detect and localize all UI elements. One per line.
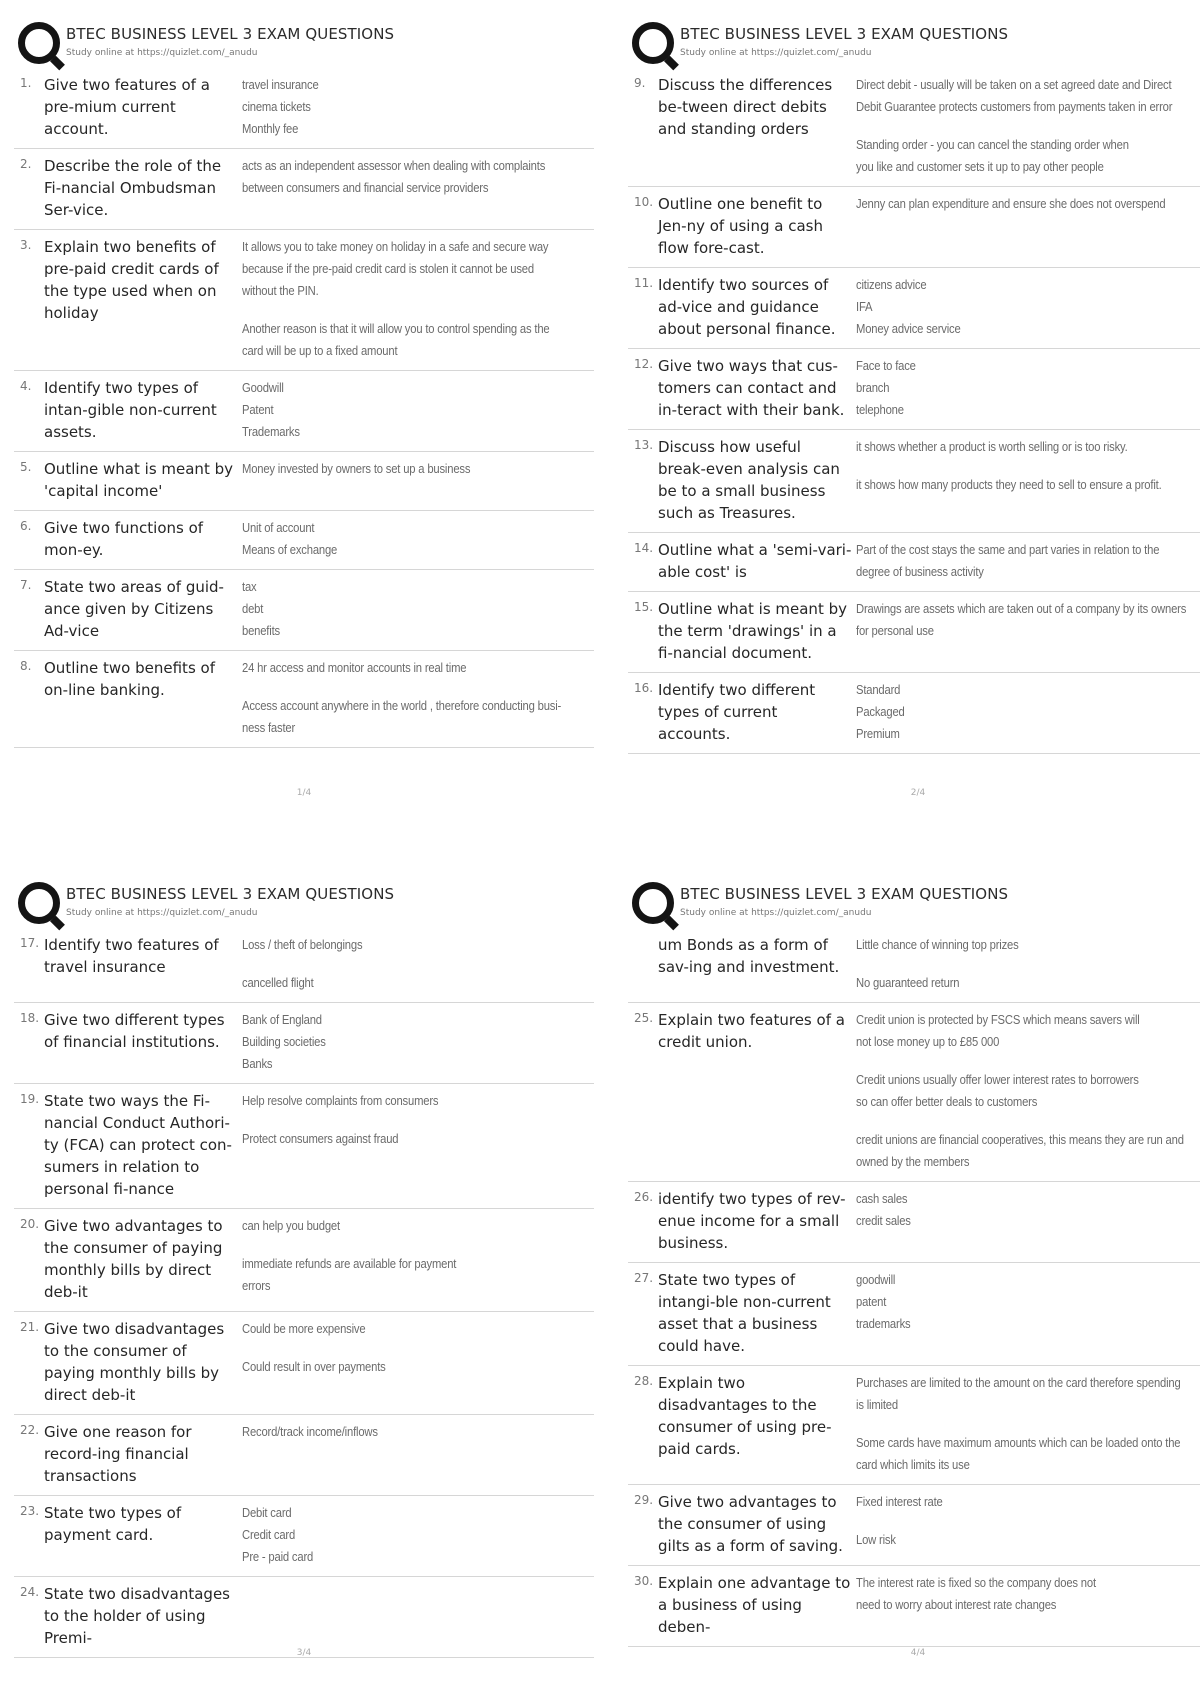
answer-line: Credit unions usually offer lower interest rates to borrowers bbox=[856, 1073, 1139, 1087]
question-number: 5. bbox=[20, 460, 32, 474]
answer-spacer bbox=[856, 1416, 1181, 1432]
answer-block bbox=[242, 458, 559, 502]
answer-line: Another reason is that it will allow you to control spending as the bbox=[242, 322, 550, 336]
answer-line: card will be up to a fixed amount bbox=[242, 344, 398, 358]
question-text: Explain two benefits of pre-paid credit cards of the type used when on holiday bbox=[44, 238, 219, 322]
question-text: Give two advantages to the consumer of using gilts as a form of saving. bbox=[658, 1493, 843, 1555]
answer-block bbox=[856, 598, 1186, 664]
question-row bbox=[14, 1415, 594, 1496]
answer-line: degree of business activity bbox=[856, 565, 984, 579]
answer-line: Face to face bbox=[856, 359, 916, 373]
answer-spacer bbox=[856, 956, 1173, 972]
question-text: Identify two types of intan-gible non-current assets. bbox=[44, 379, 217, 441]
question-text: Identify two features of travel insurance bbox=[44, 936, 219, 976]
question-text: Give two ways that cus-tomers can contact and in-teract with their bank. bbox=[658, 357, 845, 419]
question-number: 4. bbox=[20, 379, 32, 393]
answer-line: Fixed interest rate bbox=[856, 1495, 943, 1509]
document-subtitle: Study online at https://quizlet.com/_anudu bbox=[680, 48, 872, 58]
answer-line: not lose money up to £85 000 bbox=[856, 1035, 1000, 1049]
question-text: um Bonds as a form of sav-ing and investment. bbox=[658, 936, 840, 976]
answer-block bbox=[856, 1188, 1173, 1254]
question-row bbox=[14, 149, 594, 230]
quizlet-logo-icon bbox=[632, 22, 674, 64]
page-header bbox=[14, 18, 594, 68]
answer-line: Unit of account bbox=[242, 521, 315, 535]
question-number: 24. bbox=[20, 1585, 40, 1599]
answer-line: Some cards have maximum amounts which can be loaded onto the bbox=[856, 1436, 1181, 1450]
answer-line: between consumers and financial service providers bbox=[242, 181, 489, 195]
answer-line: Drawings are assets which are taken out of a company by its owners bbox=[856, 602, 1187, 616]
question-row bbox=[628, 1003, 1200, 1182]
answer-line: 24 hr access and monitor accounts in real time bbox=[242, 661, 467, 675]
question-row bbox=[14, 1312, 594, 1415]
answer-spacer bbox=[856, 1053, 1184, 1069]
answer-block bbox=[856, 274, 1173, 340]
question-row bbox=[14, 928, 594, 1003]
question-number: 12. bbox=[634, 357, 654, 371]
question-text: Outline what a 'semi-vari-able cost' is bbox=[658, 541, 852, 581]
question-list bbox=[628, 68, 1200, 754]
answer-line: because if the pre-paid credit card is stolen it cannot be used bbox=[242, 262, 534, 276]
answer-block bbox=[242, 236, 559, 362]
document-title: BTEC BUSINESS LEVEL 3 EXAM QUESTIONS bbox=[680, 885, 1009, 903]
question-text: Explain one advantage to a business of using deben- bbox=[658, 1574, 851, 1636]
question-list bbox=[628, 928, 1200, 1647]
question-row bbox=[628, 1566, 1200, 1647]
question-row bbox=[628, 268, 1200, 349]
answer-line: Little chance of winning top prizes bbox=[856, 938, 1019, 952]
question-number: 29. bbox=[634, 1493, 654, 1507]
answer-line: ness faster bbox=[242, 721, 296, 735]
answer-line: Protect consumers against fraud bbox=[242, 1132, 399, 1146]
answer-spacer bbox=[242, 1237, 559, 1253]
question-number: 14. bbox=[634, 541, 654, 555]
question-number: 10. bbox=[634, 195, 654, 209]
question-text: Explain two features of a credit union. bbox=[658, 1011, 845, 1051]
answer-block bbox=[242, 377, 559, 443]
question-text: Outline one benefit to Jen-ny of using a cash flow fore-cast. bbox=[658, 195, 823, 257]
answer-line: Credit card bbox=[242, 1528, 296, 1542]
question-text: identify two types of rev-enue income for a small business. bbox=[658, 1190, 846, 1252]
answer-block bbox=[856, 1269, 1173, 1357]
question-number: 8. bbox=[20, 659, 32, 673]
answer-line: Patent bbox=[242, 403, 274, 417]
answer-block bbox=[856, 1572, 1173, 1638]
question-number: 1. bbox=[20, 76, 32, 90]
answer-line: patent bbox=[856, 1295, 887, 1309]
answer-line: Building societies bbox=[242, 1035, 326, 1049]
question-number: 20. bbox=[20, 1217, 40, 1231]
answer-line: It allows you to take money on holiday in a safe and secure way bbox=[242, 240, 549, 254]
question-text: Give two features of a pre-mium current account. bbox=[44, 76, 210, 138]
answer-line: travel insurance bbox=[242, 78, 319, 92]
answer-line: No guaranteed return bbox=[856, 976, 960, 990]
question-number: 6. bbox=[20, 519, 32, 533]
question-number: 13. bbox=[634, 438, 654, 452]
answer-block bbox=[242, 1421, 559, 1487]
question-text: Give two different types of financial institutions. bbox=[44, 1011, 225, 1051]
question-row bbox=[628, 430, 1200, 533]
question-row bbox=[14, 651, 594, 748]
question-text: State two areas of guid-ance given by Citizens Ad-vice bbox=[44, 578, 224, 640]
answer-spacer bbox=[856, 1113, 1184, 1129]
document-title: BTEC BUSINESS LEVEL 3 EXAM QUESTIONS bbox=[66, 885, 395, 903]
answer-block bbox=[242, 1090, 559, 1200]
answer-line: Help resolve complaints from consumers bbox=[242, 1094, 439, 1108]
answer-line: Part of the cost stays the same and part varies in relation to the bbox=[856, 543, 1160, 557]
answer-line: Bank of England bbox=[242, 1013, 322, 1027]
answer-line: tax bbox=[242, 580, 257, 594]
answer-line: owned by the members bbox=[856, 1155, 970, 1169]
question-row bbox=[14, 1084, 594, 1209]
answer-block bbox=[242, 1009, 559, 1075]
document-title: BTEC BUSINESS LEVEL 3 EXAM QUESTIONS bbox=[680, 25, 1009, 43]
question-row bbox=[14, 1209, 594, 1312]
answer-line: telephone bbox=[856, 403, 904, 417]
page-1 bbox=[14, 18, 594, 808]
quizlet-logo-icon bbox=[18, 882, 60, 924]
answer-line: cancelled flight bbox=[242, 976, 314, 990]
answer-line: Standard bbox=[856, 683, 901, 697]
answer-block bbox=[856, 74, 1173, 178]
answer-line: Jenny can plan expenditure and ensure she does not overspend bbox=[856, 197, 1166, 211]
question-number: 19. bbox=[20, 1092, 40, 1106]
answer-block bbox=[856, 539, 1173, 583]
answer-line: trademarks bbox=[856, 1317, 911, 1331]
answer-line: Purchases are limited to the amount on the card therefore spending bbox=[856, 1376, 1181, 1390]
page-footer: 2/4 bbox=[910, 788, 926, 798]
page-3 bbox=[14, 878, 594, 1668]
answer-block bbox=[242, 1318, 559, 1406]
question-row bbox=[628, 187, 1200, 268]
question-text: Identify two sources of ad-vice and guidance about personal finance. bbox=[658, 276, 836, 338]
answer-line: goodwill bbox=[856, 1273, 896, 1287]
answer-line: for personal use bbox=[856, 624, 934, 638]
answer-line: Means of exchange bbox=[242, 543, 338, 557]
question-number: 27. bbox=[634, 1271, 654, 1285]
question-text: Give two disadvantages to the consumer of paying monthly bills by direct deb-it bbox=[44, 1320, 225, 1404]
answer-line: Loss / theft of belongings bbox=[242, 938, 363, 952]
question-text: Give two functions of mon-ey. bbox=[44, 519, 204, 559]
answer-line: citizens advice bbox=[856, 278, 927, 292]
answer-block bbox=[856, 1009, 1184, 1173]
answer-line: Pre - paid card bbox=[242, 1550, 314, 1564]
answer-block bbox=[242, 155, 559, 221]
answer-line: Trademarks bbox=[242, 425, 300, 439]
answer-line: acts as an independent assessor when dealing with complaints bbox=[242, 159, 546, 173]
answer-line: Goodwill bbox=[242, 381, 284, 395]
question-row bbox=[628, 1263, 1200, 1366]
question-number: 15. bbox=[634, 600, 654, 614]
answer-line: Money advice service bbox=[856, 322, 961, 336]
question-number: 2. bbox=[20, 157, 32, 171]
document-title: BTEC BUSINESS LEVEL 3 EXAM QUESTIONS bbox=[66, 25, 395, 43]
answer-line: Record/track income/inflows bbox=[242, 1425, 378, 1439]
answer-line: cinema tickets bbox=[242, 100, 311, 114]
question-text: Discuss how useful break-even analysis can be to a small business such as Treasures. bbox=[658, 438, 840, 522]
page-footer: 3/4 bbox=[296, 1648, 312, 1658]
question-number: 3. bbox=[20, 238, 32, 252]
question-row bbox=[14, 570, 594, 651]
answer-block bbox=[242, 1502, 559, 1568]
answer-line: benefits bbox=[242, 624, 280, 638]
question-number: 30. bbox=[634, 1574, 654, 1588]
answer-block bbox=[242, 1215, 559, 1303]
answer-line: Banks bbox=[242, 1057, 273, 1071]
question-row bbox=[14, 68, 594, 149]
answer-block bbox=[856, 355, 1173, 421]
answer-block bbox=[856, 1491, 1173, 1557]
page-2 bbox=[628, 18, 1200, 808]
question-row bbox=[14, 371, 594, 452]
question-row bbox=[628, 673, 1200, 754]
answer-line: Debit card bbox=[242, 1506, 292, 1520]
answer-block bbox=[242, 934, 559, 994]
answer-line: it shows how many products they need to sell to ensure a profit. bbox=[856, 478, 1162, 492]
answer-line: can help you budget bbox=[242, 1219, 340, 1233]
answer-block bbox=[242, 576, 559, 642]
question-text: Discuss the differences be-tween direct debits and standing orders bbox=[658, 76, 833, 138]
answer-line: debt bbox=[242, 602, 264, 616]
page-4 bbox=[628, 878, 1200, 1668]
question-row bbox=[628, 592, 1200, 673]
page-footer: 1/4 bbox=[296, 788, 312, 798]
answer-line: Packaged bbox=[856, 705, 905, 719]
quizlet-logo-icon bbox=[632, 882, 674, 924]
question-list bbox=[14, 68, 594, 748]
question-row bbox=[628, 1485, 1200, 1566]
answer-line: without the PIN. bbox=[242, 284, 319, 298]
question-text: Outline what is meant by the term 'drawings' in a fi-nancial document. bbox=[658, 600, 847, 662]
answer-line: Credit union is protected by FSCS which means savers will bbox=[856, 1013, 1140, 1027]
question-text: Outline what is meant by 'capital income' bbox=[44, 460, 233, 500]
question-row bbox=[14, 1577, 594, 1658]
answer-spacer bbox=[242, 956, 559, 972]
answer-line: Money invested by owners to set up a business bbox=[242, 462, 471, 476]
document-subtitle: Study online at https://quizlet.com/_anudu bbox=[680, 908, 872, 918]
answer-line: Direct debit - usually will be taken on a set agreed date and Direct bbox=[856, 78, 1172, 92]
question-row bbox=[628, 349, 1200, 430]
question-row bbox=[14, 230, 594, 371]
answer-line: credit unions are financial cooperatives, this means they are run and bbox=[856, 1133, 1184, 1147]
question-row bbox=[14, 452, 594, 511]
question-number: 7. bbox=[20, 578, 32, 592]
question-row bbox=[628, 928, 1200, 1003]
question-number bbox=[628, 934, 658, 994]
answer-line: you like and customer sets it up to pay other people bbox=[856, 160, 1104, 174]
answer-line: Low risk bbox=[856, 1533, 896, 1547]
answer-spacer bbox=[856, 118, 1173, 134]
answer-line: is limited bbox=[856, 1398, 898, 1412]
answer-spacer bbox=[856, 1513, 1173, 1529]
answer-line: errors bbox=[242, 1279, 271, 1293]
question-number: 18. bbox=[20, 1011, 40, 1025]
answer-line: credit sales bbox=[856, 1214, 911, 1228]
answer-spacer bbox=[242, 302, 559, 318]
answer-block bbox=[856, 436, 1173, 524]
answer-block bbox=[856, 934, 1173, 994]
answer-spacer bbox=[242, 679, 561, 695]
question-row bbox=[628, 533, 1200, 592]
answer-block bbox=[242, 657, 561, 739]
question-text: State two types of payment card. bbox=[44, 1504, 182, 1544]
page-header bbox=[628, 18, 1200, 68]
answer-line: Monthly fee bbox=[242, 122, 299, 136]
document-subtitle: Study online at https://quizlet.com/_anudu bbox=[66, 908, 258, 918]
answer-line: so can offer better deals to customers bbox=[856, 1095, 1038, 1109]
question-text: State two ways the Fi-nancial Conduct Authori-ty (FCA) can protect con-sumers in relation to personal fi-nance bbox=[44, 1092, 232, 1198]
answer-line: Premium bbox=[856, 727, 900, 741]
answer-line: need to worry about interest rate changes bbox=[856, 1598, 1057, 1612]
question-number: 23. bbox=[20, 1504, 40, 1518]
question-text: State two types of intangi-ble non-current asset that a business could have. bbox=[658, 1271, 831, 1355]
answer-line: Access account anywhere in the world , therefore conducting busi- bbox=[242, 699, 562, 713]
question-row bbox=[628, 68, 1200, 187]
question-row bbox=[628, 1366, 1200, 1485]
page-header bbox=[628, 878, 1200, 928]
answer-block bbox=[242, 1583, 559, 1649]
answer-spacer bbox=[856, 458, 1173, 474]
quizlet-logo-icon bbox=[18, 22, 60, 64]
answer-line: Could result in over payments bbox=[242, 1360, 386, 1374]
answer-line: The interest rate is fixed so the company does not bbox=[856, 1576, 1096, 1590]
answer-line: card which limits its use bbox=[856, 1458, 970, 1472]
answer-block bbox=[242, 517, 559, 561]
question-row bbox=[14, 1496, 594, 1577]
question-text: Describe the role of the Fi-nancial Ombudsman Ser-vice. bbox=[44, 157, 222, 219]
question-number: 9. bbox=[634, 76, 646, 90]
answer-line: IFA bbox=[856, 300, 873, 314]
question-number: 17. bbox=[20, 936, 40, 950]
answer-line: Could be more expensive bbox=[242, 1322, 366, 1336]
answer-line: immediate refunds are available for payment bbox=[242, 1257, 457, 1271]
answer-block bbox=[856, 1372, 1181, 1476]
answer-line: it shows whether a product is worth selling or is too risky. bbox=[856, 440, 1128, 454]
answer-line: Debit Guarantee protects customers from payments taken in error bbox=[856, 100, 1173, 114]
question-row bbox=[14, 511, 594, 570]
question-row bbox=[628, 1182, 1200, 1263]
question-list bbox=[14, 928, 594, 1658]
answer-spacer bbox=[242, 1340, 559, 1356]
question-number: 26. bbox=[634, 1190, 654, 1204]
question-text: Give two advantages to the consumer of paying monthly bills by direct deb-it bbox=[44, 1217, 223, 1301]
answer-spacer bbox=[242, 1112, 559, 1128]
answer-block bbox=[856, 193, 1173, 259]
question-row bbox=[14, 1003, 594, 1084]
answer-block bbox=[856, 679, 1173, 745]
answer-block bbox=[242, 74, 559, 140]
answer-line: branch bbox=[856, 381, 890, 395]
question-text: Give one reason for record-ing financial transactions bbox=[44, 1423, 192, 1485]
page-footer: 4/4 bbox=[910, 1648, 926, 1658]
question-text: Outline two benefits of on-line banking. bbox=[44, 659, 215, 699]
answer-line: cash sales bbox=[856, 1192, 908, 1206]
question-text: Explain two disadvantages to the consumer of using pre-paid cards. bbox=[658, 1374, 832, 1458]
question-number: 11. bbox=[634, 276, 654, 290]
answer-line: Standing order - you can cancel the standing order when bbox=[856, 138, 1129, 152]
question-text: Identify two different types of current accounts. bbox=[658, 681, 816, 743]
question-number: 25. bbox=[634, 1011, 654, 1025]
page-header bbox=[14, 878, 594, 928]
question-number: 28. bbox=[634, 1374, 654, 1388]
question-text: State two disadvantages to the holder of using Premi- bbox=[44, 1585, 230, 1647]
question-number: 22. bbox=[20, 1423, 40, 1437]
document-subtitle: Study online at https://quizlet.com/_anudu bbox=[66, 48, 258, 58]
question-number: 21. bbox=[20, 1320, 40, 1334]
question-number: 16. bbox=[634, 681, 654, 695]
